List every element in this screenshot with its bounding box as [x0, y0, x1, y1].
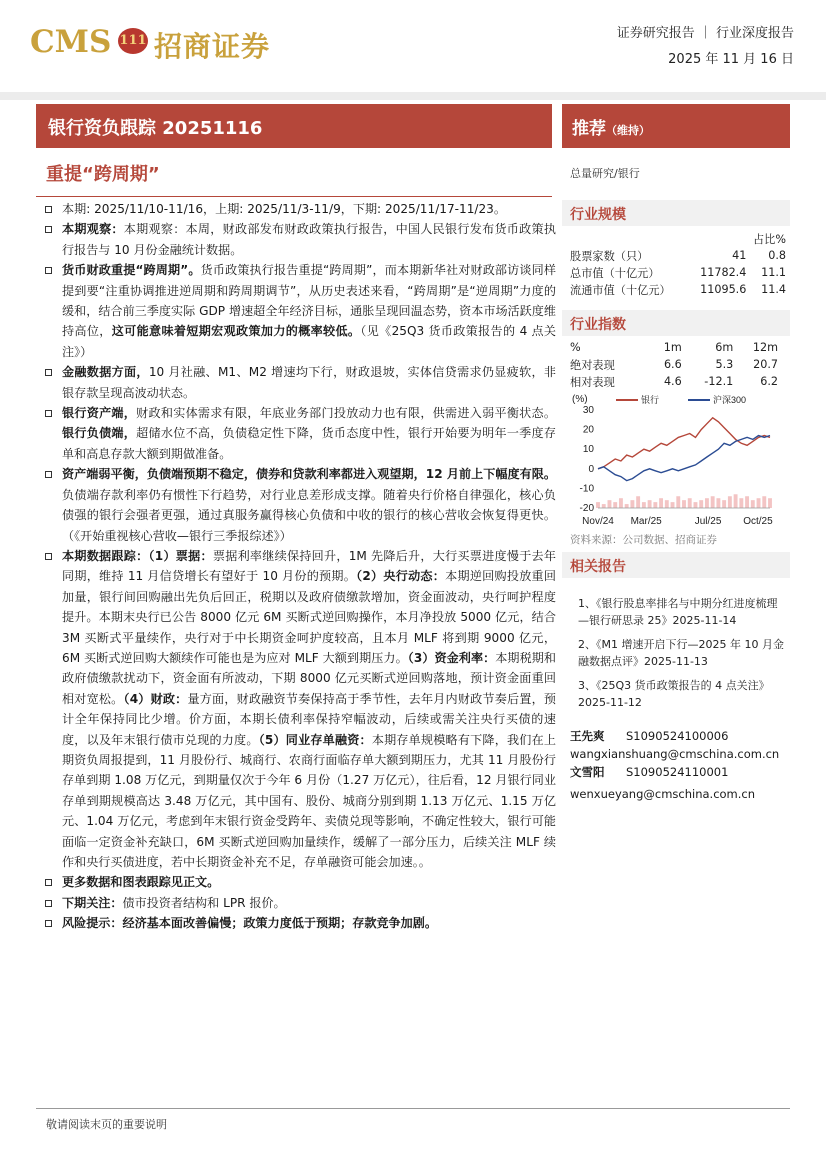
- chart-bar: [682, 500, 686, 508]
- y-tick-label: 30: [582, 405, 594, 416]
- summary-body: [42, 199, 556, 934]
- y-axis-label: (%): [572, 394, 588, 405]
- chart-bar: [734, 494, 738, 508]
- header-band: [0, 92, 826, 100]
- bullet-observation: [42, 219, 556, 260]
- balance-text: 负债端存款利率仍有惯性下行趋势，对行业息差形成支撑。随着央行价格自律强化，核心负债强的银行会强者更强，通过真服务赢得核心负债和中收的银行的核心营收会恢复得更快。（《开始重视核心营收—银行三季报综述》）: [62, 487, 556, 543]
- finance-text: 10 月社融、M1、M2 增速均下行，财政退坡，实体信贷需求仍显疲软，非银存款呈现高波动状态。: [62, 365, 556, 400]
- chart-bar: [642, 502, 646, 508]
- related-report-item[interactable]: 3、《25Q3 货币政策报告的 4 点关注》2025-11-12: [578, 679, 770, 709]
- next-text: 债市投资者结构和 LPR 报价。: [122, 895, 286, 910]
- chart-bar: [722, 500, 726, 508]
- scale-value: 11095.6: [700, 283, 747, 296]
- y-tick-label: -10: [579, 483, 594, 495]
- chart-bar: [705, 498, 709, 508]
- index-value: 4.6: [663, 375, 682, 388]
- bullet-risk: [42, 913, 556, 933]
- index-value: 6.6: [663, 358, 682, 371]
- y-tick-label: 0: [588, 463, 594, 475]
- footer-note: 敬请阅读末页的重要说明: [46, 1118, 167, 1131]
- chart-bar: [659, 498, 663, 508]
- table-row: [570, 247, 786, 264]
- rating: [572, 114, 650, 139]
- x-tick-label: Jul/25: [694, 516, 722, 527]
- observation-text: 本期观察：本周，财政部发布财政政策执行报告，中国人民银行发布货币政策执行报告与 10 月份金融统计数据。: [62, 222, 556, 257]
- tracking-lead: 本期数据跟踪：（1）票据：: [62, 548, 213, 563]
- liabilities-lead: 银行负债端，: [62, 426, 137, 441]
- index-value: 5.3: [715, 358, 734, 371]
- report-type: 证券研究报告 ｜ 行业深度报告: [616, 26, 794, 41]
- scale-pct-header: 占比%: [752, 232, 786, 246]
- x-tick-label: Mar/25: [630, 516, 662, 527]
- chart-bar: [751, 500, 755, 508]
- period-text: 本期: 2025/11/10-11/16，上期: 2025/11/3-11/9，下期: 2025/11/17-11/23。: [62, 202, 506, 216]
- analyst-name: 王先爽: [570, 729, 605, 743]
- index-title: 行业指数: [570, 317, 626, 333]
- logo-badge: 111: [118, 28, 148, 54]
- policy-text: 货币政策执行报告重提“跨周期”，而本期新华社对财政部访谈同样提到要“注重协调推进逆周期和跨周期调节”，从历史表述来看，“跨周期”是“逆周期”力度的缓和，结合前三季度实际 GDP 增速超全年经济目标，通胀呈现回温态势，资本市场活跃度维持高位，: [62, 263, 556, 339]
- policy-ref: （见《25Q3 货币政策报告的 4 点关注》）: [62, 324, 556, 359]
- chart-bar: [739, 498, 743, 508]
- bullet-balance: [42, 464, 556, 546]
- chart-bar: [768, 498, 772, 508]
- index-chart-svg: [568, 392, 786, 532]
- index-label: 绝对表现: [570, 358, 615, 372]
- logo-company-name: 招商证券: [154, 30, 271, 63]
- chart-bar: [608, 500, 612, 508]
- analyst-row: [570, 763, 786, 781]
- ncd-text: 本期存单规模略有下降，我们在上期资负周报提到，11 月股份行、城商行、农商行面临存单大额到期压力，尤其 11 月股份行存单到期 1.08 万亿元，到期量仅次于今年 6 月份（1.27 万亿元），往后看，12 月银行同业存单到期规模高达 3.48 万亿元，其中国有、股份、城商分别到期 1.13 万亿元、1.15 万亿元、1.04 万亿元，考虑到年末银行资金受跨年、卖债兑现等影响，不确定性较大，银行可能面临一定资金补充缺口，6M 买断式逆回购加量续作，缓解了一部分压力，后续关注 MLF 续作和央行买债进度，若中长期资金补充不足，存单融资可能会加速。。: [62, 732, 556, 869]
- policy-lead: 货币财政重提“跨周期”。: [62, 263, 201, 278]
- series-line-bank: [598, 418, 770, 469]
- scale-title: 行业规模: [570, 207, 626, 223]
- ncd-lead: （5）同业存单融资：: [258, 732, 372, 747]
- scale-label: 股票家数（只）: [570, 249, 649, 263]
- index-value: -12.1: [704, 375, 734, 388]
- table-row: [570, 264, 786, 281]
- balance-lead: 资产端弱平衡，负债端预期不稳定，债券和贷款利率都进入观望期，12 月前上下幅度有限。: [62, 467, 556, 482]
- chart-bar: [757, 498, 761, 508]
- analyst-id: S1090524110001: [626, 765, 729, 779]
- bill-text: 票据利率继续保持回升，1M 先降后升，大行买票进度慢于去年同期，维持 11 月信贷增长有望好于 10 月份的预期。: [62, 548, 556, 584]
- logo-text: CMS: [30, 24, 112, 60]
- x-tick-label: Oct/25: [743, 516, 773, 527]
- central-bank-text: 本期逆回购投放重回加量，银行间回购融出先负后回正，税期以及政府债缴款增加，资金面波动，央行呵护程度提升。本期末央行已公告 8000 亿元 6M 买断式逆回购操作，本月净投放 5000 亿元，结合 3M 买断式平量续作，央行对于中长期资金呵护度较高，且本月 MLF 将到期 9000 亿元，6M 买断式逆回购大额续作可能也是为应对 MLF 大额到期压力。: [62, 569, 556, 665]
- analyst-row: [570, 727, 786, 745]
- liabilities-text: 超储水位不高，负债稳定性下降，货币态度中性，银行开始要为明年一季度存单和高息存款大额到期做准备。: [62, 426, 556, 461]
- chart-bar: [699, 500, 703, 508]
- index-label: 相对表现: [570, 375, 615, 389]
- related-report-item[interactable]: 1、《银行股息率排名与中期分红进度梳理—银行研思录 25》2025-11-14: [578, 597, 778, 627]
- legend-label: 沪深300: [713, 395, 747, 405]
- fiscal-text: 量方面，财政融资节奏保持高于季节性，去年月内财政节奏后置，预计全年保持同比少增。价方面，本期长债利率保持窄幅波动，后续或需关注央行买债的速度，以及年末银行债市兑现的力度。: [62, 691, 556, 747]
- chart-bar: [625, 504, 629, 508]
- related-title: 相关报告: [570, 559, 626, 575]
- policy-conclusion: 这可能意味着短期宏观政策加力的概率较低。: [111, 324, 361, 339]
- chart-bar: [648, 500, 652, 508]
- more-text: 更多数据和图表跟踪见正文。: [62, 875, 220, 890]
- bullet-tracking: [42, 546, 556, 873]
- rates-lead: （3）资金利率：: [407, 650, 496, 665]
- index-col-header: 1m: [663, 341, 682, 354]
- table-row: [570, 281, 786, 298]
- scale-pct: 11.1: [761, 266, 786, 279]
- bullet-period: [42, 199, 556, 219]
- subtitle-rule: [36, 196, 552, 197]
- index-col-header: 6m: [715, 341, 734, 354]
- index-value: 6.2: [760, 375, 778, 388]
- index-table: [570, 339, 778, 390]
- chart-bar: [716, 498, 720, 508]
- chart-bar: [676, 496, 680, 508]
- chart-bar: [728, 496, 732, 508]
- related-report-item[interactable]: 2、《M1 增速开启下行—2025 年 10 月金融数据点评》2025-11-13: [578, 638, 784, 668]
- index-col-header: %: [570, 341, 581, 354]
- assets-lead: 银行资产端，: [62, 406, 137, 421]
- chart-bar: [694, 502, 698, 508]
- analysts: [570, 727, 786, 803]
- bullet-assets: [42, 403, 556, 464]
- legend-label: 银行: [641, 395, 660, 405]
- scale-value: 11782.4: [700, 266, 747, 279]
- scale-pct: 11.4: [761, 283, 786, 296]
- next-lead: 下期关注：: [62, 895, 123, 910]
- scale-value: 41: [732, 249, 747, 262]
- scale-table: [570, 230, 786, 298]
- index-value: 20.7: [753, 358, 778, 371]
- analyst-email[interactable]: wangxianshuang@cmschina.com.cn: [570, 747, 780, 761]
- chart-source: 资料来源：公司数据、招商证券: [570, 534, 717, 546]
- footer-rule: [36, 1108, 790, 1109]
- analyst-name: 文雪阳: [570, 765, 605, 779]
- table-row: [570, 339, 778, 356]
- chart-bar: [619, 498, 623, 508]
- chart-bar: [711, 496, 715, 508]
- scale-label: 流通市值（十亿元）: [570, 283, 671, 297]
- observation-lead: 本期观察：: [62, 222, 124, 237]
- chart-bar: [613, 502, 617, 508]
- chart-bar: [671, 502, 675, 508]
- rates-text: 本期税期和政府债缴款扰动下，资金面有所波动，下期 8000 亿元买断式逆回购落地，预计资金面重回相对宽松。: [62, 650, 556, 706]
- chart-bar: [596, 502, 600, 508]
- rating-sub: （维持）: [606, 124, 650, 137]
- bullet-next: [42, 893, 556, 913]
- central-bank-lead: （2）央行动态：: [356, 569, 446, 584]
- x-tick-label: Nov/24: [582, 516, 614, 527]
- index-chart: [568, 392, 786, 532]
- y-tick-label: 10: [582, 444, 594, 456]
- table-row: [570, 373, 778, 390]
- chart-bar: [630, 500, 634, 508]
- risk-text: 风险提示：经济基本面改善偏慢；政策力度低于预期；存款竞争加剧。: [62, 916, 437, 931]
- scale-pct: 0.8: [768, 249, 786, 262]
- bullet-more: [42, 872, 556, 892]
- bullet-finance-data: [42, 362, 556, 403]
- chart-bar: [745, 496, 749, 508]
- research-category: 总量研究/银行: [570, 167, 640, 180]
- report-date: 2025 年 11 月 16 日: [668, 52, 794, 67]
- index-col-header: 12m: [752, 341, 778, 354]
- chart-bar: [762, 496, 766, 508]
- scale-label: 总市值（十亿元）: [570, 266, 660, 280]
- fiscal-lead: （4）财政：: [123, 691, 188, 706]
- chart-bar: [688, 498, 692, 508]
- assets-text: 财政和实体需求有限，年底业务部门投放动力也有限，供需进入弱平衡状态。: [136, 406, 556, 421]
- bullet-policy: [42, 260, 556, 362]
- analyst-id: S1090524100006: [626, 729, 729, 743]
- chart-bar: [653, 502, 657, 508]
- chart-bar: [665, 500, 669, 508]
- report-title: 银行资负跟踪 20251116: [48, 118, 263, 139]
- rating-label: 推荐: [572, 119, 606, 139]
- chart-bar: [636, 496, 640, 508]
- analyst-email[interactable]: wenxueyang@cmschina.com.cn: [570, 787, 756, 801]
- chart-bar: [602, 504, 606, 508]
- related-reports: [578, 595, 788, 718]
- y-tick-label: -20: [579, 503, 594, 514]
- report-subtitle: 重提“跨周期”: [46, 164, 160, 185]
- y-tick-label: 20: [582, 424, 594, 436]
- table-row: [570, 356, 778, 373]
- finance-lead: 金融数据方面，: [62, 365, 149, 380]
